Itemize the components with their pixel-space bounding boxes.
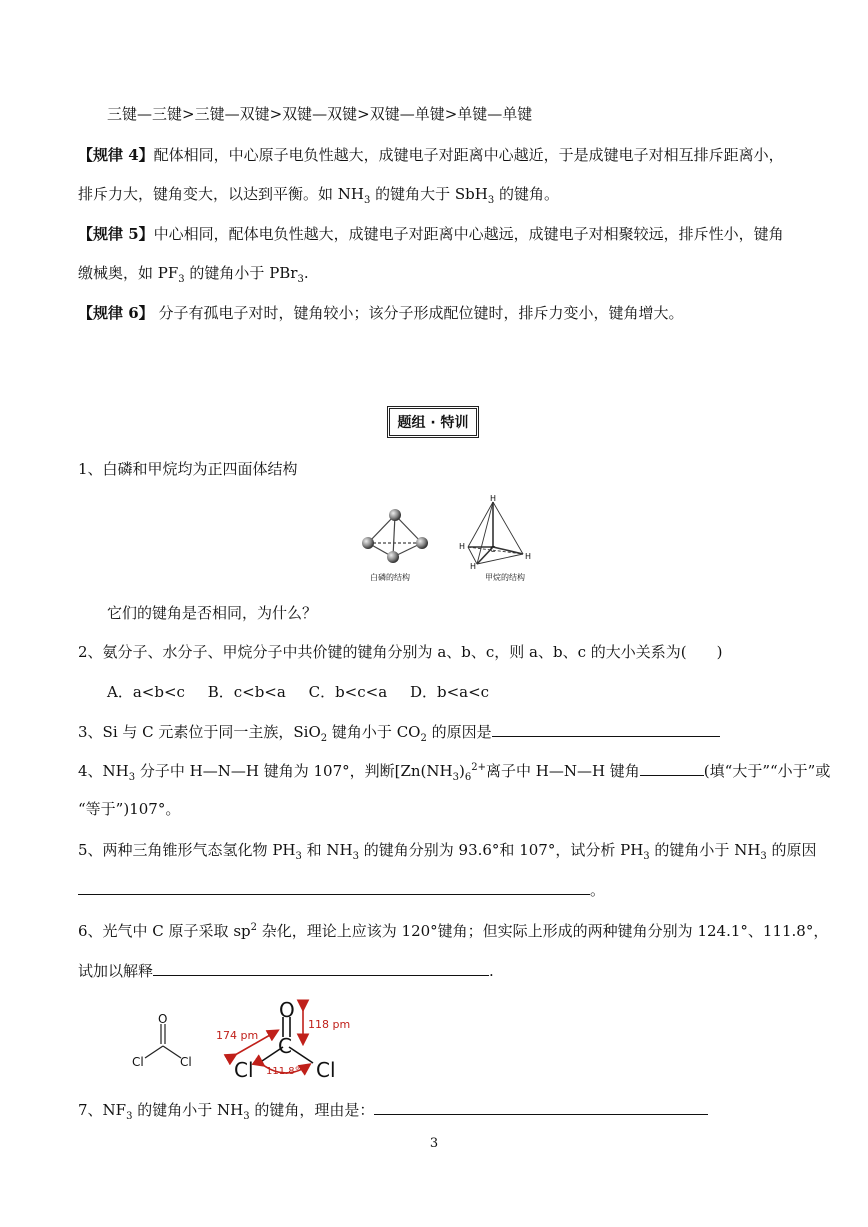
q1-question-line — [107, 603, 317, 623]
sup: 2+ — [471, 762, 486, 773]
q7-line — [78, 1099, 708, 1120]
sub: 3 — [352, 851, 359, 862]
sub: 2 — [320, 733, 328, 744]
sub: 3 — [178, 274, 185, 285]
q2-option-a[interactable]: A．a<b<c — [107, 683, 185, 701]
q6-text-explain: 试加以解释 — [78, 962, 154, 980]
q2-text: 2、氨分子、水分子、甲烷分子中共价键的键角分别为 a、b、c，则 a、b、c 的大小关系为( ) — [78, 643, 723, 661]
rule4-text2b: 的键角大于 SbH — [370, 185, 488, 203]
section-title: 题组 · 特训 — [397, 415, 469, 431]
large-atom-c: C — [278, 1034, 292, 1058]
rule6-text: 分子有孤电子对时，键角较小；该分子形成配位键时，排斥力变小，键角增大。 — [153, 304, 684, 322]
q4-line2 — [78, 799, 180, 819]
small-atom-cl-left: Cl — [132, 1055, 144, 1069]
q3-line — [78, 721, 720, 742]
rule4-tag: 【规律 4】 — [78, 146, 154, 164]
q2-options — [107, 682, 507, 702]
rule4-text2c: 的键角。 — [494, 185, 560, 203]
q4-answer-blank[interactable] — [640, 760, 704, 776]
label-174pm: 174 pm — [216, 1029, 259, 1042]
q6-end: . — [489, 962, 494, 980]
q5-text-a: 5、两种三角锥形气态氢化物 PH — [78, 841, 296, 859]
q4-line2-text: “等于”)107°。 — [78, 800, 181, 818]
q4-text-a: 4、NH — [78, 762, 129, 780]
sub: 3 — [297, 274, 304, 285]
q1-text: 1、白磷和甲烷均为正四面体结构 — [78, 460, 298, 478]
sub: 3 — [452, 772, 459, 783]
q5-text-e: 的原因 — [766, 841, 817, 859]
q7-text-c: 的键角，理由是： — [249, 1101, 375, 1119]
label-118pm: 118 pm — [308, 1018, 351, 1031]
large-atom-o: O — [279, 998, 295, 1022]
small-atom-cl-right: Cl — [180, 1055, 192, 1069]
label-angle: 111.8° — [266, 1066, 300, 1077]
q6-text-b: 杂化，理论上应该为 120°键角；但实际上形成的两种键角分别为 124.1°、111.8°， — [257, 922, 829, 940]
rule6-line — [78, 303, 683, 323]
sub: 2 — [420, 733, 427, 744]
q6-line1 — [78, 921, 828, 941]
rule5-text1: 中心相同，配体电负性越大，成键电子对距离中心越远，成键电子对相聚较远，排斥性小，键角 — [153, 225, 784, 243]
rule4-line1 — [78, 145, 784, 165]
q5-text-d: 的键角小于 NH — [649, 841, 761, 859]
q1-line — [78, 459, 298, 479]
q3-answer-blank[interactable] — [492, 721, 720, 737]
ch4-atom-h-right: H — [525, 552, 532, 561]
sup: 2 — [250, 922, 258, 933]
bond-order-line — [107, 104, 532, 124]
rule5-text2a: 缴械奥，如 PF — [78, 264, 179, 282]
sub: 3 — [760, 851, 767, 862]
ch4-atom-h-left: H — [459, 542, 466, 551]
sub: 3 — [487, 195, 495, 206]
q5-answer-blank[interactable] — [78, 879, 590, 895]
rule5-text2b: 的键角小于 PBr — [184, 264, 298, 282]
sub: 3 — [295, 851, 302, 862]
q5-line2 — [78, 879, 605, 900]
large-atom-cl-right: Cl — [316, 1058, 336, 1082]
rule5-tag: 【规律 5】 — [78, 225, 154, 243]
q3-text-a: 3、Si 与 C 元素位于同一主族，SiO — [78, 723, 321, 741]
sub: 3 — [128, 772, 136, 783]
q4-text-d: 离子中 H—N—H 键角 — [485, 762, 640, 780]
q1-question: 它们的键角是否相同，为什么？ — [107, 604, 318, 622]
q2-option-d[interactable]: D．b<a<c — [409, 683, 490, 701]
rule4-text1: 配体相同，中心原子电负性越大，成键电子对距离中心越近，于是成键电子对相互排斥距离小， — [153, 146, 784, 164]
sub: 3 — [643, 851, 650, 862]
q5-line1 — [78, 840, 817, 860]
q7-text-b: 的键角小于 NH — [132, 1101, 244, 1119]
q2-option-c[interactable]: C．b<c<a — [308, 683, 388, 701]
ch4-caption: 甲烷的结构 — [485, 573, 525, 582]
rule5-text2c: . — [303, 264, 309, 282]
rule4-line2 — [78, 184, 559, 204]
sub: 6 — [464, 772, 472, 783]
rule4-text2a: 排斥力大，键角变大，以达到平衡。如 NH — [78, 185, 364, 203]
page-number: 3 — [429, 1136, 439, 1151]
ch4-atom-h-bottom: H — [470, 562, 477, 571]
ch4-atom-h-top: H — [490, 494, 497, 503]
q4-text-c: ) — [458, 762, 465, 780]
q5-end: 。 — [590, 881, 606, 899]
q3-text-c: 的原因是 — [426, 723, 492, 741]
q6-line2 — [78, 960, 494, 981]
q4-text-e: (填“大于”“小于”或 — [703, 762, 831, 780]
rule5-line2 — [78, 263, 309, 283]
p4-caption: 白磷的结构 — [370, 573, 410, 582]
q2-option-b[interactable]: B．c<b<a — [207, 683, 286, 701]
large-atom-cl-left: Cl — [234, 1058, 254, 1082]
ch4-atom-c: C — [490, 545, 496, 554]
section-title-box — [387, 406, 479, 438]
sub: 3 — [126, 1111, 133, 1122]
q6-answer-blank[interactable] — [153, 960, 489, 976]
q5-text-b: 和 NH — [301, 841, 353, 859]
q6-text-a: 6、光气中 C 原子采取 sp — [78, 922, 251, 940]
q4-line1 — [78, 760, 830, 781]
rule5-line1 — [78, 224, 784, 244]
q4-text-b: 分子中 H—N—H 键角为 107°，判断[Zn(NH — [135, 762, 453, 780]
q5-text-c: 的键角分别为 93.6°和 107°，试分析 PH — [359, 841, 644, 859]
sub: 3 — [363, 195, 371, 206]
bond-order-text: 三键—三键>三键—双键>双键—双键>双键—单键>单键—单键 — [107, 105, 533, 123]
sub: 3 — [243, 1111, 250, 1122]
rule6-tag: 【规律 6】 — [78, 304, 154, 322]
q3-text-b: 键角小于 CO — [327, 723, 421, 741]
q7-text-a: 7、NF — [78, 1101, 127, 1119]
small-atom-o: O — [158, 1012, 168, 1026]
q2-line — [78, 642, 722, 662]
q7-answer-blank[interactable] — [374, 1099, 708, 1115]
